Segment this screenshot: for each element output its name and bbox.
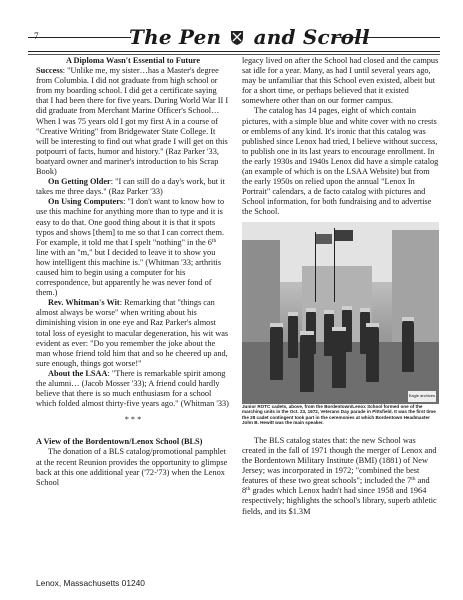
quote-computers-label: On Using Computers [48,197,124,207]
photo-caption: Junior ROTC cadets, above, from the Bordentown/Lenox School formed one of the marching units in the Oct. 23, 1972, Veterans Day parade in Pittsfield. It was the first time the 28 cadet contingent took part in the ceremonies at which Bordentown Headmaster John B. Hewitt was the main speaker. [242,403,436,426]
article-text: and 8 [242,476,430,496]
quote-lsaa [36,369,230,409]
article-text: : "Unlike me, my sister…has a Master's degree from Columbia. I did not graduate from high school or from my boarding school. I did get a certificate saying that I had been there for five years. During World War II I did graduate from Merchant Marine Officer's School…When I was 75 years old I got my first A in a course of "Creative Writing" from Bridgewater State College. It will be interesting to find out what grade I will get on this potpourri of facts, humor and history." (Raz Parker '33, boatyard owner and mariner's introduction to his Scrap Book) [36,66,229,177]
article-paragraph: The donation of a BLS catalog/promotional pamphlet at the recent Reunion provides the opportunity to glimpse back at this one additional year ('72-'73) when the Lenox School [36,447,228,487]
masthead-rule-left [28,37,131,38]
section-separator: * * * [124,415,142,425]
superscript: th [411,476,416,483]
quote-older-text: : "I can still do a day's work, but it takes me three days." (Raz Parker '33) [36,177,225,197]
quote-older [36,177,230,197]
quote-computers-text-a: : "I don't want to know how to use this machine for anything more than to type and it is easy to do that. One good thing about it is that it spots typos and shows [them] to me so that I can correct them. For example, it told me that I spelt "nothing" in the 6 [36,197,225,247]
masthead-title [129,24,370,50]
article-paragraph [36,66,230,177]
left-column [36,56,230,488]
quote-older-label: On Getting Older [48,177,111,187]
section-heading: A View of the Bordentown/Lenox School (BLS) [36,437,203,447]
quote-wit-label: Rev. Whitman's Wit [48,298,120,308]
photo-credit: Eagle archives [408,391,436,401]
right-column [242,56,439,517]
masthead-text-left: The Pen [129,25,222,49]
parade-photo [242,222,439,404]
article-paragraph: legacy lived on after the School had closed and the campus sat idle for a year. Many, as had I until several years ago, may be unfamiliar that this School even existed, albeit but for a short time, or perhaps believed that it existed somewhere other than on our former campus. [242,56,439,106]
masthead-text-right: and Scroll [253,25,370,49]
page-number: 7 [34,31,39,41]
crest-icon [230,30,244,46]
quote-lsaa-text: : "There is remarkable spirit among the alumni… (Jacob Mosser '33); A friend could hardly believe that there is so much enthusiasm for a school which folded almost thirty-five years ago." (Whitman '33) [36,368,229,409]
quote-computers [36,197,230,298]
article-paragraph [242,436,439,517]
quote-computers-text-b: line with an "m," but I decided to leave it to show you how intelligent this machine is." (Whitman '33; arthritis caused him to begin using a computer for his correspondence, but apparently he was never fond of them.) [36,247,222,298]
quote-wit-text: : Remarking that "things can almost always be worse" when writing about his diminishing vision in one eye and Raz Parker's almost total loss of eyesight to macular degeneration, his wit was evident as ever: "Do you remember the joke about the man whose friend told him that and so he cheered up and, sure enough, things got worse!" [36,298,229,368]
article-title-continued: Success [36,66,63,76]
masthead-rule-bottom-thin [28,54,440,55]
article-text: grades which Lenox hadn't had since 1958 and 1964 respectively; highlights the school's library, superb athletic fields, and its $1.3M [242,486,437,516]
article-text: The BLS catalog states that: the new School was created in the fall of 1971 though the merger of Lenox and the Bordentown Military Institute (BMI) (1881) of New Jersey; was incorporated in 1972; "combined the best features of these two great schools"; included the 7 [242,435,437,486]
masthead-rule-bottom [28,51,440,52]
superscript: th [246,486,251,493]
footer-address: Lenox, Massachusetts 01240 [36,578,145,588]
article-title-line: A Diploma Wasn't Essential to Future [65,56,201,65]
superscript: th [211,237,217,244]
quote-lsaa-label: About the LSAA [48,368,108,378]
article-paragraph: The catalog has 14 pages, eight of which contain pictures, with a simple blue and white cover with no crests or emblems of any kind. It's ironic that this catalog was published since Lenox had tried, I believe without success, to publish one in its last years to encourage enrollment. In the early 1930s and 1940s Lenox did have a simple catalog (an example of which is on the LSAA Website) but from the early 1950s on relied upon the annual "Lenox In Portrait" calendars, a de facto catalog with pictures and School information, for both fundraising and to advertise the School. [242,106,439,217]
quote-wit [36,298,230,369]
